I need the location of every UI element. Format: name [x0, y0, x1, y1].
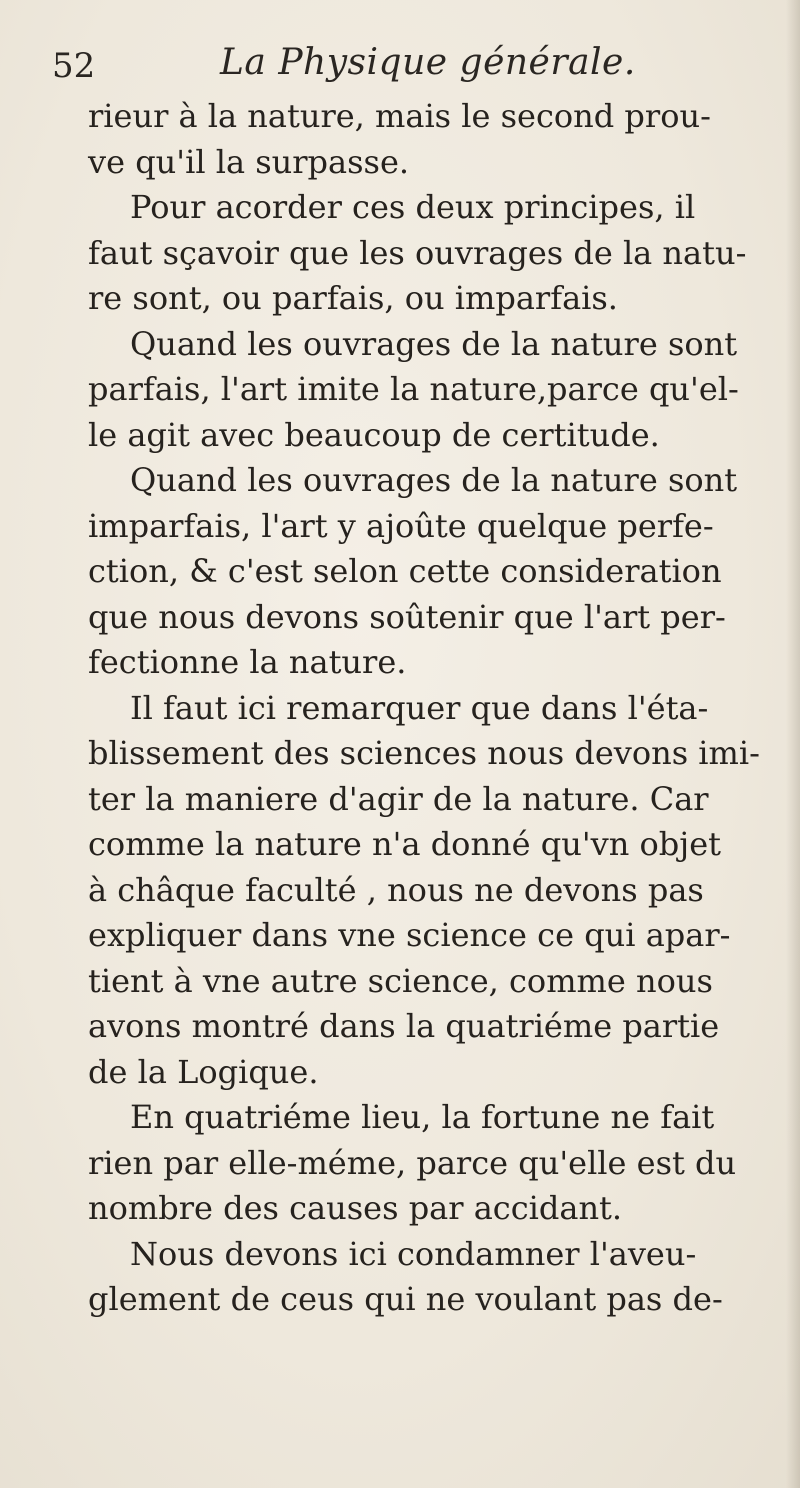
text-line: Quand les ouvrages de la nature sont [130, 461, 738, 499]
text-line: de la Logique. [88, 1052, 319, 1091]
page-edge-shadow [786, 0, 800, 1488]
text-line: Pour acorder ces deux principes, il [130, 188, 696, 226]
text-line: Il faut ici remarquer que dans l'éta- [130, 688, 709, 727]
text-line: imparfais, l'art y ajoûte quelque perfe- [88, 506, 714, 545]
text-line: glement de ceus qui ne voulant pas de- [88, 1280, 723, 1318]
text-line: fectionne la nature. [88, 643, 407, 681]
text-line: expliquer dans vne science ce qui apar- [88, 916, 731, 954]
text-line: faut sçavoir que les ouvrages de la natu- [88, 233, 747, 272]
text-line: blissement des sciences nous devons imi- [88, 734, 760, 772]
text-line: que nous devons soûtenir que l'art per- [88, 597, 726, 636]
text-line: parfais, l'art imite la nature,parce qu'el- [88, 370, 739, 408]
text-line: comme la nature n'a donné qu'vn objet [88, 825, 721, 863]
text-line: Quand les ouvrages de la nature sont [130, 324, 738, 363]
text-line: rieur à la nature, mais le second prou- [88, 97, 711, 135]
text-line: tient à vne autre science, comme nous [88, 961, 713, 1000]
text-line: le agit avec beaucoup de certitude. [88, 415, 660, 454]
text-line: En quatriéme lieu, la fortune ne fait [130, 1098, 715, 1136]
body-text [88, 94, 768, 1323]
text-line: Nous devons ici condamner l'aveu- [130, 1234, 697, 1273]
text-line: ction, & c'est selon cette consideration [88, 552, 722, 590]
page-header [52, 40, 752, 90]
text-line: re sont, ou parfais, ou imparfais. [88, 279, 618, 317]
text-line: avons montré dans la quatriéme partie [88, 1007, 720, 1045]
text-line: ve qu'il la surpasse. [88, 142, 410, 181]
running-title: La Physique générale. [220, 42, 636, 83]
text-line: nombre des causes par accidant. [88, 1189, 623, 1227]
text-line: rien par elle-méme, parce qu'elle est du [88, 1143, 737, 1182]
text-line: à châque faculté , nous ne devons pas [88, 870, 704, 909]
page-number: 52 [52, 46, 96, 86]
text-line: ter la maniere d'agir de la nature. Car [88, 779, 709, 818]
